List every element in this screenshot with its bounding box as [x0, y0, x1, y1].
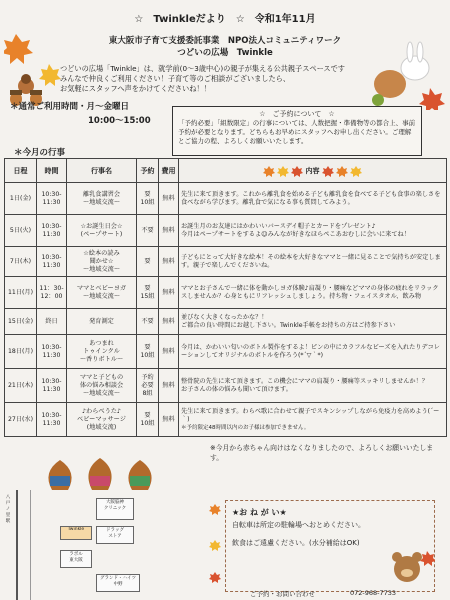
header-time: 時間 — [37, 159, 67, 183]
row-content — [179, 403, 447, 437]
map-twinkle-building: Twinkle — [60, 526, 92, 540]
row-time: 11：30- 12：00 — [37, 277, 67, 309]
maple-leaves-icon — [322, 165, 362, 177]
row-fee: 無料 — [159, 369, 179, 403]
header-content — [179, 159, 447, 183]
row-date: 7日(木) — [5, 247, 37, 277]
access-map — [0, 490, 172, 600]
reservation-notice-body: 「予約必要」「組数限定」の行事については、人数把握・準備物等の都合上、事前予約が必要となります。どちらもお早めにスタッフへお申し出ください。ご理解とご協力の程、よろしくお願いいたします。 — [178, 119, 416, 145]
row-date: 27日(水) — [5, 403, 37, 437]
reservation-notice-box — [172, 106, 422, 156]
events-table — [4, 158, 447, 437]
row-date: 15日(金) — [5, 309, 37, 335]
row-content: 整骨院の先生に来て頂きます。この機会にママの肩凝り・腰痛等スッキリしませんか！？ お子さんの体の悩みも聞いて頂けます。 — [179, 369, 447, 403]
row-event: 発育測定 — [67, 309, 137, 335]
table-row — [5, 215, 447, 247]
row-fee: 無料 — [159, 215, 179, 247]
row-reservation: 要 15組 — [137, 277, 159, 309]
maple-leaves-icon — [263, 165, 303, 177]
row-content: 今月は、かわいい匂いのボトル製作をするよ！ピンの中にカラフルなビーズを入れたりデコレーションしてオリジナルのボトルを作ろう(*´▽｀*) — [179, 335, 447, 369]
table-header-row — [5, 159, 447, 183]
row-event: あつまれ トゥインクル ～香りボトル～ — [67, 335, 137, 369]
row-content: 先生に来て頂きます。これから離乳食を始める子ども離乳食を食べてる子ども食事の楽しさを食べながら学びます。離乳食で気になる事も質問してみよう。 — [179, 183, 447, 215]
row-reservation: 予約必要 8組 — [137, 369, 159, 403]
contact-label: ご予約・お問い合わせ — [250, 590, 315, 598]
row-reservation: 不要 — [137, 215, 159, 247]
row-fee: 無料 — [159, 335, 179, 369]
newsletter-title: ☆ Twinkleだより ☆ 令和1年11月 — [134, 14, 316, 25]
row-content: 並びなく大きくなったかな？！ ご都合の良い時間にお越し下さい。Twinkle手帳をお持ちの方はご持参下さい — [179, 309, 447, 335]
request-food: 飲食はご遠慮ください。(水分補給はOK) — [232, 539, 360, 547]
map-railway-line — [16, 490, 18, 600]
map-road — [30, 490, 31, 600]
row-reservation: 要 10組 — [137, 403, 159, 437]
row-fee: 無料 — [159, 403, 179, 437]
row-time: 10:30- 11:30 — [37, 335, 67, 369]
row-time: 10:30- 11:30 — [37, 247, 67, 277]
row-reservation: 要 10組 — [137, 183, 159, 215]
opening-hours-label: ＊通常ご利用時間・月～金曜日 — [10, 102, 130, 112]
row-event: ☆絵本の読み 聞かせ☆ ～地域交流～ — [67, 247, 137, 277]
row-fee: 無料 — [159, 277, 179, 309]
row-content-note: ＊予約限定48時間以内のお子様は参加できません。 — [181, 424, 310, 431]
map-station-label: 八 戸 ノ 里 駅 — [2, 494, 14, 594]
row-reservation: 要 — [137, 247, 159, 277]
row-time: 10:30- 11:30 — [37, 369, 67, 403]
organization-line: 東大阪市子育て支援委託事業 NPO法人コミュニティワーク — [108, 36, 342, 46]
header-fee: 費用 — [159, 159, 179, 183]
header-event: 行事名 — [67, 159, 137, 183]
table-row — [5, 335, 447, 369]
bear-with-leaves-illustration — [385, 545, 435, 589]
monthly-events-heading: ＊今月の行事 — [14, 148, 66, 158]
row-fee: 無料 — [159, 247, 179, 277]
row-event: ♪わらべうた♪ ベビーマッサージ (地域交流) — [67, 403, 137, 437]
row-content-text: 先生に来て頂きます。わらべ歌に合わせて親子でスキンシップしながら免疫力を高めよう(´ー｀) — [181, 407, 440, 423]
row-fee: 無料 — [159, 309, 179, 335]
row-date: 21日(木) — [5, 369, 37, 403]
row-time: 10:30- 11:30 — [37, 403, 67, 437]
row-date: 18日(月) — [5, 335, 37, 369]
phone-number: 072-968-7733 — [350, 589, 397, 597]
row-reservation: 要 10組 — [137, 335, 159, 369]
row-event: 離乳食講習会 ～地域交流～ — [67, 183, 137, 215]
request-title: ★お ね が い★ — [232, 508, 287, 517]
header-reservation: 予約 — [137, 159, 159, 183]
intro-text: つどいの広場「Twinkle」は、就学前(0～3歳中心)の親子が集える公共親子スペースです みんなで仲良くご利用ください！子育て等のご相談がございましたら、 お気軽にスタッフへ声をかけてくださいね！！ — [60, 64, 345, 93]
map-shop-building: ドラッグ ストア — [96, 526, 134, 544]
venue-name: つどいの広場 Twinkle — [177, 48, 273, 58]
row-fee: 無料 — [159, 183, 179, 215]
row-content: 子どもにとって大好きな絵本！その絵本を大好きなママと一緒に見ることで気持ちが安定します。親子で楽しんでくださいね。 — [179, 247, 447, 277]
row-date: 11日(月) — [5, 277, 37, 309]
row-time: 10:30- 11:30 — [37, 183, 67, 215]
table-row — [5, 247, 447, 277]
row-time: 10:30- 11:30 — [37, 215, 67, 247]
map-hall-building: ラポル 東大阪 — [60, 550, 92, 568]
request-bicycle: 自転車は所定の駐輪場へおとめください。 — [232, 521, 365, 529]
map-clinic-building: 大阪脳神 クリニック — [96, 498, 134, 520]
row-event: ☆お誕生日会☆ (ペープサート) — [67, 215, 137, 247]
table-row — [5, 309, 447, 335]
table-row — [5, 369, 447, 403]
row-event: ママとベビーヨガ ～地域交流～ — [67, 277, 137, 309]
row-time: 終日 — [37, 309, 67, 335]
row-date: 1日(金) — [5, 183, 37, 215]
row-event: ママと子どもの 体の悩み相談会 ～地域交流～ — [67, 369, 137, 403]
table-row — [5, 277, 447, 309]
map-apartment-building: グランド・ハイツ 中野 — [96, 574, 140, 592]
footnote: ※今月から赤ちゃん向けはなくなりましたので、よろしくお願いいたします。 — [210, 444, 434, 462]
row-reservation: 不要 — [137, 309, 159, 335]
opening-hours-time: 10:00～15:00 — [88, 116, 151, 126]
row-content: お誕生月のお友達にはかわいいバースデイ帽子とカードをプレゼント♪ 今月はペープサートをするよ☺みんなが好きなほらぺこあおむしに会いに来てね！ — [179, 215, 447, 247]
header-content-label: 内容 — [305, 166, 320, 175]
table-row — [5, 183, 447, 215]
reservation-notice-title: ☆ ご予約について ☆ — [259, 110, 335, 118]
row-content: ママとお子さんで一緒に体を動かしヨガ体験♪肩凝り・腰痛などママの身体の疲れをリラックスしませんか？心身ともにリフレッシュしましょう。持ち物・フェイスタオル、飲み物 — [179, 277, 447, 309]
falling-leaves-decoration — [205, 500, 225, 590]
header-date: 日程 — [5, 159, 37, 183]
row-date: 5日(火) — [5, 215, 37, 247]
table-row — [5, 403, 447, 437]
